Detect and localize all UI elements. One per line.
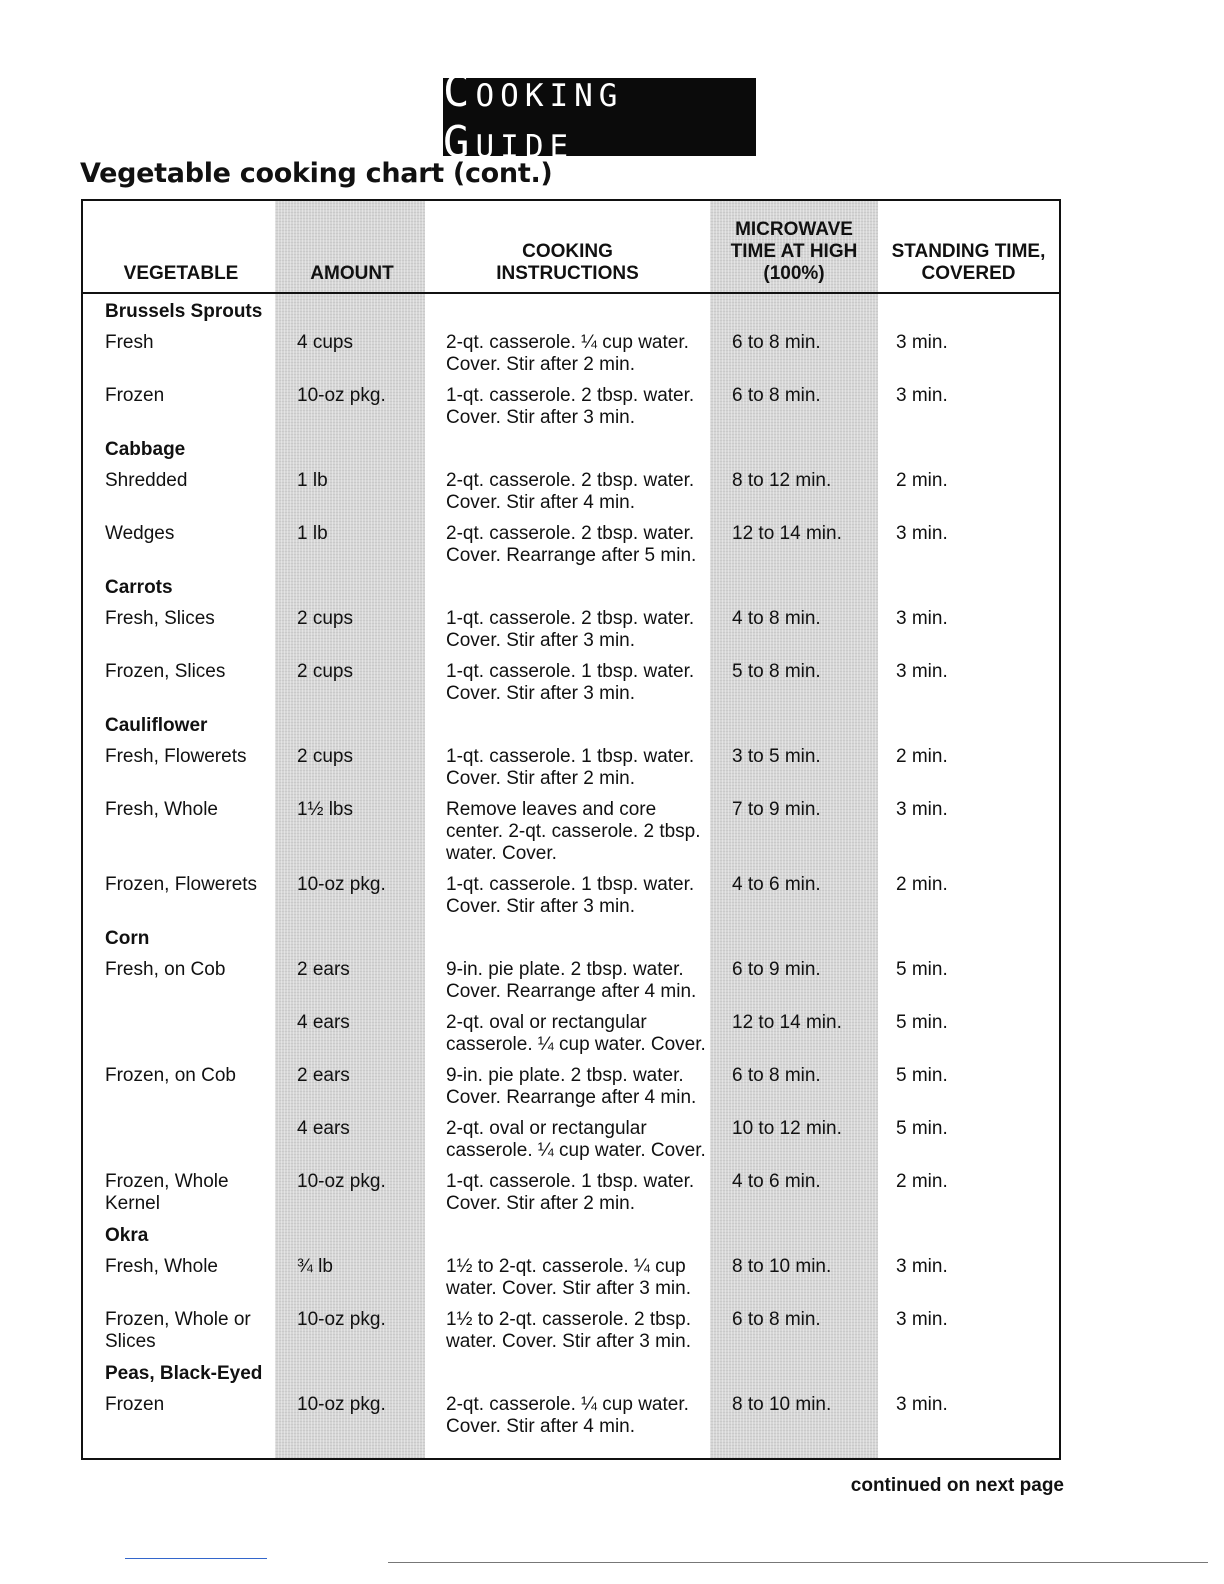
- amount-cell: 4 ears: [297, 1118, 350, 1139]
- table-row: [83, 467, 1059, 520]
- vegetable-form: Fresh, Whole: [105, 799, 218, 820]
- instructions-cell: 2-qt. casserole. ¼ cup water. Cover. Stir after 4 min.: [446, 1394, 689, 1437]
- vegetable-form: Shredded: [105, 470, 188, 491]
- microwave-time-cell: 4 to 6 min.: [732, 874, 821, 895]
- amount-cell: 1 lb: [297, 470, 328, 491]
- chart-rows: [83, 297, 1059, 1444]
- table-row: [83, 743, 1059, 796]
- vegetable-form: Frozen, on Cob: [105, 1065, 236, 1086]
- vegetable-group-name: Okra: [105, 1225, 149, 1246]
- instructions-cell: 1-qt. casserole. 1 tbsp. water. Cover. Stir after 3 min.: [446, 874, 695, 917]
- microwave-time-cell: 3 to 5 min.: [732, 746, 821, 767]
- vegetable-form: [83, 1012, 279, 1056]
- chart-subtitle: Vegetable cooking chart (cont.): [80, 158, 553, 189]
- vegetable-form: Frozen, Whole Kernel: [105, 1171, 229, 1214]
- header-vegetable: VEGETABLE: [123, 263, 239, 284]
- vegetable-group-name: Cabbage: [105, 439, 186, 460]
- standing-time-cell: 3 min.: [896, 661, 948, 682]
- amount-cell: 10-oz pkg.: [297, 1171, 386, 1192]
- vegetable-form: Fresh, Slices: [105, 608, 215, 629]
- standing-time-cell: 3 min.: [896, 523, 948, 544]
- vegetable-form: Fresh, on Cob: [105, 959, 226, 980]
- standing-time-cell: 3 min.: [896, 799, 948, 820]
- standing-time-cell: 2 min.: [896, 746, 948, 767]
- amount-cell: 4 cups: [297, 332, 353, 353]
- standing-time-cell: 2 min.: [896, 470, 948, 491]
- vegetable-group-name: Corn: [105, 928, 150, 949]
- microwave-time-cell: 6 to 8 min.: [732, 332, 821, 353]
- microwave-time-cell: 12 to 14 min.: [732, 1012, 842, 1033]
- page-bottom-rule: [388, 1562, 1208, 1563]
- amount-cell: 4 ears: [297, 1012, 350, 1033]
- standing-time-cell: 3 min.: [896, 385, 948, 406]
- vegetable-form: Frozen: [105, 1394, 165, 1415]
- standing-time-cell: 3 min.: [896, 1256, 948, 1277]
- decorative-line: [125, 1558, 267, 1559]
- instructions-cell: 2-qt. oval or rectangular casserole. ¼ cup water. Cover.: [446, 1012, 706, 1055]
- table-row: [83, 1253, 1059, 1306]
- amount-cell: 10-oz pkg.: [297, 385, 386, 406]
- standing-time-cell: 5 min.: [896, 1065, 948, 1086]
- amount-cell: 2 ears: [297, 1065, 350, 1086]
- vegetable-group-name: Peas, Black-Eyed: [105, 1363, 263, 1384]
- microwave-time-cell: 8 to 10 min.: [732, 1256, 832, 1277]
- vegetable-form: Fresh, Flowerets: [105, 746, 247, 767]
- table-row: [83, 329, 1059, 382]
- header-standing-time: STANDING TIME, COVERED: [891, 241, 1046, 284]
- instructions-cell: 1½ to 2-qt. casserole. 2 tbsp. water. Cover. Stir after 3 min.: [446, 1309, 692, 1352]
- standing-time-cell: 2 min.: [896, 874, 948, 895]
- microwave-time-cell: 6 to 8 min.: [732, 1065, 821, 1086]
- table-row: [83, 1062, 1059, 1115]
- microwave-time-cell: 12 to 14 min.: [732, 523, 842, 544]
- amount-cell: 2 cups: [297, 746, 353, 767]
- table-row: [83, 520, 1059, 573]
- vegetable-form: Fresh: [105, 332, 154, 353]
- amount-cell: 1½ lbs: [297, 799, 353, 820]
- vegetable-cooking-chart: [81, 199, 1061, 1460]
- header-instructions: COOKING INSTRUCTIONS: [496, 241, 639, 284]
- instructions-cell: 9-in. pie plate. 2 tbsp. water. Cover. Rearrange after 4 min.: [446, 1065, 697, 1108]
- microwave-time-cell: 4 to 6 min.: [732, 1171, 821, 1192]
- vegetable-form: Fresh, Whole: [105, 1256, 218, 1277]
- microwave-time-cell: 10 to 12 min.: [732, 1118, 842, 1139]
- vegetable-form: Frozen, Flowerets: [105, 874, 258, 895]
- vegetable-form: Frozen, Whole or Slices: [105, 1309, 251, 1352]
- amount-cell: 10-oz pkg.: [297, 874, 386, 895]
- table-row: [83, 1009, 1059, 1062]
- amount-cell: 2 ears: [297, 959, 350, 980]
- microwave-time-cell: 8 to 10 min.: [732, 1394, 832, 1415]
- amount-cell: 2 cups: [297, 661, 353, 682]
- vegetable-group-name: Brussels Sprouts: [105, 301, 263, 322]
- instructions-cell: 2-qt. casserole. ¼ cup water. Cover. Stir after 2 min.: [446, 332, 689, 375]
- microwave-time-cell: 8 to 12 min.: [732, 470, 832, 491]
- amount-cell: 1 lb: [297, 523, 328, 544]
- standing-time-cell: 3 min.: [896, 332, 948, 353]
- instructions-cell: 1-qt. casserole. 2 tbsp. water. Cover. Stir after 3 min.: [446, 385, 695, 428]
- instructions-cell: 1-qt. casserole. 2 tbsp. water. Cover. Stir after 3 min.: [446, 608, 695, 651]
- vegetable-form: [83, 1118, 279, 1162]
- amount-cell: 10-oz pkg.: [297, 1309, 386, 1330]
- continued-note: continued on next page: [850, 1475, 1064, 1496]
- instructions-cell: 9-in. pie plate. 2 tbsp. water. Cover. Rearrange after 4 min.: [446, 959, 697, 1002]
- table-row: [83, 658, 1059, 711]
- standing-time-cell: 5 min.: [896, 1118, 948, 1139]
- instructions-cell: 1½ to 2-qt. casserole. ¼ cup water. Cover. Stir after 3 min.: [446, 1256, 691, 1299]
- amount-cell: 2 cups: [297, 608, 353, 629]
- vegetable-form: Frozen: [105, 385, 165, 406]
- instructions-cell: Remove leaves and core center. 2-qt. casserole. 2 tbsp. water. Cover.: [446, 799, 701, 864]
- standing-time-cell: 3 min.: [896, 1394, 948, 1415]
- standing-time-cell: 2 min.: [896, 1171, 948, 1192]
- amount-cell: ¾ lb: [297, 1256, 333, 1277]
- vegetable-group-name: Carrots: [105, 577, 173, 598]
- instructions-cell: 1-qt. casserole. 1 tbsp. water. Cover. Stir after 2 min.: [446, 746, 695, 789]
- standing-time-cell: 5 min.: [896, 1012, 948, 1033]
- instructions-cell: 2-qt. casserole. 2 tbsp. water. Cover. Stir after 4 min.: [446, 470, 695, 513]
- table-row: [83, 1168, 1059, 1221]
- instructions-cell: 2-qt. oval or rectangular casserole. ¼ cup water. Cover.: [446, 1118, 706, 1161]
- header-amount: AMOUNT: [310, 263, 394, 284]
- header-microwave-time: MICROWAVE TIME AT HIGH (100%): [730, 219, 858, 284]
- microwave-time-cell: 5 to 8 min.: [732, 661, 821, 682]
- standing-time-cell: 3 min.: [896, 608, 948, 629]
- vegetable-group-name: Cauliflower: [105, 715, 208, 736]
- table-row: [83, 1391, 1059, 1444]
- header-divider: [83, 292, 1059, 294]
- standing-time-cell: 5 min.: [896, 959, 948, 980]
- instructions-cell: 1-qt. casserole. 1 tbsp. water. Cover. Stir after 2 min.: [446, 1171, 695, 1214]
- table-row: [83, 1306, 1059, 1359]
- cooking-guide-banner: Cooking Guide: [443, 78, 756, 156]
- amount-cell: 10-oz pkg.: [297, 1394, 386, 1415]
- table-row: [83, 956, 1059, 1009]
- microwave-time-cell: 4 to 8 min.: [732, 608, 821, 629]
- microwave-time-cell: 6 to 8 min.: [732, 385, 821, 406]
- vegetable-form: Wedges: [105, 523, 175, 544]
- microwave-time-cell: 6 to 8 min.: [732, 1309, 821, 1330]
- instructions-cell: 1-qt. casserole. 1 tbsp. water. Cover. Stir after 3 min.: [446, 661, 695, 704]
- microwave-time-cell: 6 to 9 min.: [732, 959, 821, 980]
- table-row: [83, 871, 1059, 924]
- standing-time-cell: 3 min.: [896, 1309, 948, 1330]
- table-row: [83, 382, 1059, 435]
- table-row: [83, 1115, 1059, 1168]
- instructions-cell: 2-qt. casserole. 2 tbsp. water. Cover. Rearrange after 5 min.: [446, 523, 697, 566]
- microwave-time-cell: 7 to 9 min.: [732, 799, 821, 820]
- vegetable-form: Frozen, Slices: [105, 661, 226, 682]
- table-row: [83, 796, 1059, 871]
- table-row: [83, 605, 1059, 658]
